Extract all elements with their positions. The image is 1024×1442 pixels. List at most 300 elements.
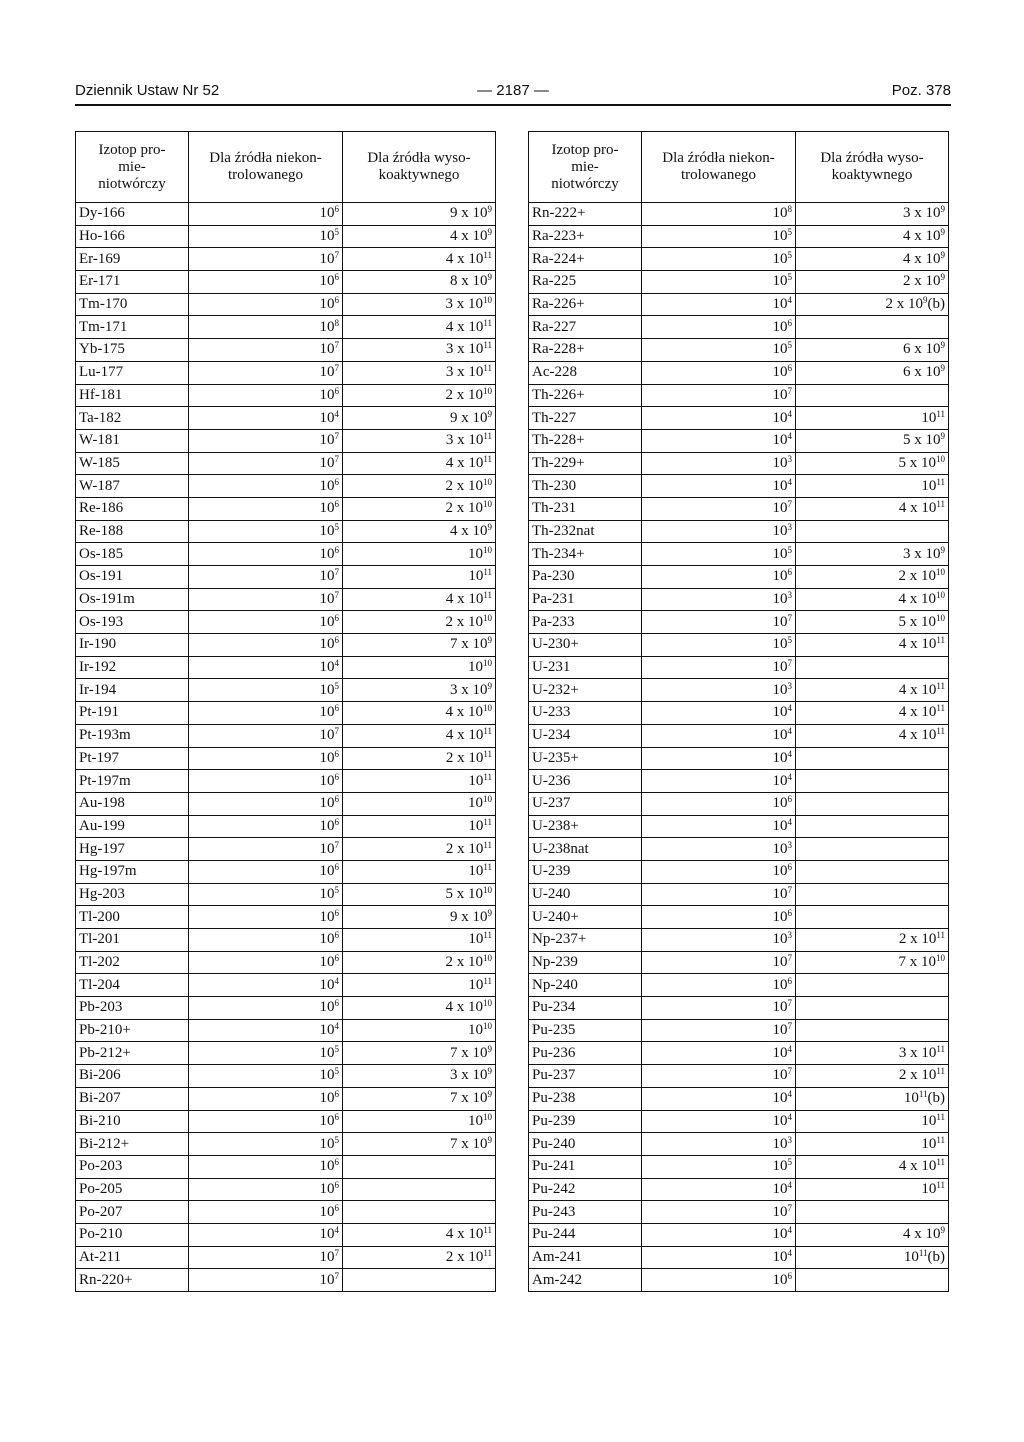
table-row <box>529 1065 949 1088</box>
table-row <box>76 679 496 702</box>
isotope-cell: Ra-227 <box>529 316 642 339</box>
table-row <box>529 815 949 838</box>
uncontrolled-source-cell: $10^7$ <box>642 611 796 634</box>
page-header <box>75 80 951 106</box>
isotope-cell: Lu-177 <box>76 361 189 384</box>
high-activity-source-cell: 4 x $10^9$ <box>796 1223 949 1246</box>
table-row <box>76 203 496 226</box>
uncontrolled-source-cell: $10^4$ <box>642 1246 796 1269</box>
uncontrolled-source-cell: $10^5$ <box>642 248 796 271</box>
isotope-cell: Th-232nat <box>529 520 642 543</box>
uncontrolled-source-cell: $10^4$ <box>642 770 796 793</box>
table-row <box>76 770 496 793</box>
isotope-cell: Th-229+ <box>529 452 642 475</box>
high-activity-source-cell: $10^{10}$ <box>343 1019 496 1042</box>
isotope-cell: Ra-224+ <box>529 248 642 271</box>
high-activity-source-cell: $10^{11}$ <box>343 566 496 589</box>
isotope-cell: Au-199 <box>76 815 189 838</box>
table-row <box>76 997 496 1020</box>
uncontrolled-source-cell: $10^7$ <box>189 566 343 589</box>
table-row <box>529 407 949 430</box>
isotope-cell: Bi-207 <box>76 1087 189 1110</box>
table-row <box>529 770 949 793</box>
isotope-cell: Pa-231 <box>529 588 642 611</box>
high-activity-source-cell: 4 x $10^{11}$ <box>796 724 949 747</box>
high-activity-source-cell: 6 x $10^9$ <box>796 339 949 362</box>
high-activity-source-cell: 4 x $10^{11}$ <box>796 679 949 702</box>
uncontrolled-source-cell: $10^3$ <box>642 838 796 861</box>
col-high-activity-header: Dla źródła wyso- koaktywnego <box>796 132 949 203</box>
high-activity-source-cell <box>796 792 949 815</box>
high-activity-source-cell: 3 x $10^9$ <box>796 543 949 566</box>
uncontrolled-source-cell: $10^6$ <box>189 497 343 520</box>
uncontrolled-source-cell: $10^8$ <box>642 203 796 226</box>
table-row <box>529 792 949 815</box>
table-row <box>529 1246 949 1269</box>
uncontrolled-source-cell: $10^6$ <box>189 815 343 838</box>
high-activity-source-cell: $10^{11}$ <box>796 475 949 498</box>
high-activity-source-cell <box>796 838 949 861</box>
isotope-cell: Pu-242 <box>529 1178 642 1201</box>
isotope-cell: Po-203 <box>76 1155 189 1178</box>
isotope-cell: Pu-238 <box>529 1087 642 1110</box>
high-activity-source-cell: 9 x $10^9$ <box>343 407 496 430</box>
uncontrolled-source-cell: $10^4$ <box>642 293 796 316</box>
uncontrolled-source-cell: $10^7$ <box>642 1065 796 1088</box>
position-number: Poz. 378 <box>891 82 951 99</box>
high-activity-source-cell: 4 x $10^{10}$ <box>343 997 496 1020</box>
table-row <box>76 1065 496 1088</box>
isotope-cell: U-236 <box>529 770 642 793</box>
table-row <box>529 1155 949 1178</box>
uncontrolled-source-cell: $10^4$ <box>642 1087 796 1110</box>
isotope-cell: Th-226+ <box>529 384 642 407</box>
isotope-cell: Pb-203 <box>76 997 189 1020</box>
table-row <box>76 1042 496 1065</box>
high-activity-source-cell <box>796 1201 949 1224</box>
high-activity-source-cell: 4 x $10^{11}$ <box>343 724 496 747</box>
table-row <box>529 747 949 770</box>
high-activity-source-cell: 4 x $10^{11}$ <box>343 588 496 611</box>
isotope-cell: Re-188 <box>76 520 189 543</box>
uncontrolled-source-cell: $10^6$ <box>189 634 343 657</box>
high-activity-source-cell <box>796 815 949 838</box>
isotope-cell: Er-171 <box>76 271 189 294</box>
high-activity-source-cell: $10^{11}$ <box>796 1133 949 1156</box>
uncontrolled-source-cell: $10^6$ <box>189 1110 343 1133</box>
high-activity-source-cell: 7 x $10^9$ <box>343 1133 496 1156</box>
table-row <box>529 929 949 952</box>
table-row <box>76 497 496 520</box>
isotope-cell: Pb-212+ <box>76 1042 189 1065</box>
isotope-cell: Yb-175 <box>76 339 189 362</box>
table-row <box>76 225 496 248</box>
high-activity-source-cell <box>343 1178 496 1201</box>
high-activity-source-cell: 5 x $10^{10}$ <box>796 611 949 634</box>
isotope-cell: Tl-200 <box>76 906 189 929</box>
table-row <box>76 361 496 384</box>
high-activity-source-cell: 2 x $10^{11}$ <box>796 929 949 952</box>
isotope-cell: Th-227 <box>529 407 642 430</box>
table-row <box>529 997 949 1020</box>
uncontrolled-source-cell: $10^6$ <box>189 702 343 725</box>
isotope-cell: Pu-237 <box>529 1065 642 1088</box>
uncontrolled-source-cell: $10^5$ <box>642 634 796 657</box>
uncontrolled-source-cell: $10^4$ <box>642 429 796 452</box>
table-row <box>529 838 949 861</box>
isotope-cell: Po-207 <box>76 1201 189 1224</box>
uncontrolled-source-cell: $10^6$ <box>189 929 343 952</box>
high-activity-source-cell <box>796 1019 949 1042</box>
high-activity-source-cell: 2 x $10^9$ <box>796 271 949 294</box>
high-activity-source-cell: 5 x $10^{10}$ <box>343 883 496 906</box>
isotope-cell: Pb-210+ <box>76 1019 189 1042</box>
high-activity-source-cell: 4 x $10^{11}$ <box>796 702 949 725</box>
table-row <box>76 316 496 339</box>
table-row <box>76 929 496 952</box>
isotope-cell: Np-237+ <box>529 929 642 952</box>
isotope-cell: Tm-171 <box>76 316 189 339</box>
table-row <box>529 520 949 543</box>
uncontrolled-source-cell: $10^3$ <box>642 452 796 475</box>
high-activity-source-cell: 5 x $10^9$ <box>796 429 949 452</box>
high-activity-source-cell: 4 x $10^{10}$ <box>343 702 496 725</box>
isotope-cell: Re-186 <box>76 497 189 520</box>
table-row <box>529 1201 949 1224</box>
high-activity-source-cell: 4 x $10^{10}$ <box>796 588 949 611</box>
isotope-cell: Am-242 <box>529 1269 642 1292</box>
high-activity-source-cell <box>796 883 949 906</box>
uncontrolled-source-cell: $10^5$ <box>189 883 343 906</box>
high-activity-source-cell: 4 x $10^{11}$ <box>343 452 496 475</box>
high-activity-source-cell: 7 x $10^9$ <box>343 1042 496 1065</box>
uncontrolled-source-cell: $10^5$ <box>189 520 343 543</box>
high-activity-source-cell: $10^{10}$ <box>343 656 496 679</box>
high-activity-source-cell: 7 x $10^9$ <box>343 634 496 657</box>
isotope-cell: U-230+ <box>529 634 642 657</box>
isotope-cell: Np-240 <box>529 974 642 997</box>
uncontrolled-source-cell: $10^4$ <box>642 1223 796 1246</box>
uncontrolled-source-cell: $10^5$ <box>642 271 796 294</box>
isotope-cell: Hg-197m <box>76 860 189 883</box>
table-row <box>529 225 949 248</box>
isotope-cell: Th-228+ <box>529 429 642 452</box>
table-row <box>529 429 949 452</box>
table-row <box>76 384 496 407</box>
uncontrolled-source-cell: $10^3$ <box>642 929 796 952</box>
uncontrolled-source-cell: $10^6$ <box>189 770 343 793</box>
table-row <box>529 588 949 611</box>
table-header-row <box>76 132 496 203</box>
uncontrolled-source-cell: $10^6$ <box>189 1201 343 1224</box>
high-activity-source-cell: 4 x $10^{11}$ <box>343 248 496 271</box>
uncontrolled-source-cell: $10^4$ <box>642 1178 796 1201</box>
high-activity-source-cell: 2 x $10^{11}$ <box>343 747 496 770</box>
isotope-cell: W-187 <box>76 475 189 498</box>
table-row <box>529 452 949 475</box>
isotope-cell: Au-198 <box>76 792 189 815</box>
table-row <box>76 566 496 589</box>
high-activity-source-cell: $10^{11}$ <box>343 770 496 793</box>
table-row <box>529 339 949 362</box>
uncontrolled-source-cell: $10^4$ <box>642 724 796 747</box>
isotope-cell: Hf-181 <box>76 384 189 407</box>
col-isotope-header: Izotop pro- mie- niotwórczy <box>76 132 189 203</box>
high-activity-source-cell: 4 x $10^{11}$ <box>343 316 496 339</box>
high-activity-source-cell <box>796 906 949 929</box>
table-row <box>529 951 949 974</box>
table-row <box>76 906 496 929</box>
uncontrolled-source-cell: $10^4$ <box>189 974 343 997</box>
table-row <box>76 339 496 362</box>
isotope-cell: U-233 <box>529 702 642 725</box>
high-activity-source-cell: $10^{11}(b)$ <box>796 1087 949 1110</box>
table-row <box>76 1155 496 1178</box>
high-activity-source-cell: $10^{11}$ <box>796 1178 949 1201</box>
high-activity-source-cell: $10^{11}(b)$ <box>796 1246 949 1269</box>
table-row <box>76 407 496 430</box>
table-row <box>529 1133 949 1156</box>
uncontrolled-source-cell: $10^4$ <box>189 656 343 679</box>
uncontrolled-source-cell: $10^7$ <box>189 452 343 475</box>
uncontrolled-source-cell: $10^5$ <box>189 1133 343 1156</box>
table-row <box>76 293 496 316</box>
high-activity-source-cell: 3 x $10^9$ <box>796 203 949 226</box>
isotope-cell: Ra-226+ <box>529 293 642 316</box>
uncontrolled-source-cell: $10^6$ <box>189 384 343 407</box>
table-row <box>529 974 949 997</box>
isotope-cell: U-232+ <box>529 679 642 702</box>
high-activity-source-cell: 6 x $10^9$ <box>796 361 949 384</box>
uncontrolled-source-cell: $10^6$ <box>642 792 796 815</box>
table-row <box>76 951 496 974</box>
table-row <box>76 248 496 271</box>
uncontrolled-source-cell: $10^6$ <box>642 1269 796 1292</box>
table-row <box>76 1019 496 1042</box>
uncontrolled-source-cell: $10^4$ <box>642 702 796 725</box>
high-activity-source-cell: 3 x $10^{11}$ <box>343 429 496 452</box>
high-activity-source-cell: 4 x $10^9$ <box>796 225 949 248</box>
table-row <box>529 203 949 226</box>
uncontrolled-source-cell: $10^6$ <box>642 361 796 384</box>
isotope-cell: Os-185 <box>76 543 189 566</box>
col-uncontrolled-header: Dla źródła niekon- trolowanego <box>642 132 796 203</box>
isotope-cell: Tl-201 <box>76 929 189 952</box>
table-row <box>529 634 949 657</box>
isotope-cell: Pu-240 <box>529 1133 642 1156</box>
uncontrolled-source-cell: $10^6$ <box>189 951 343 974</box>
uncontrolled-source-cell: $10^4$ <box>642 747 796 770</box>
uncontrolled-source-cell: $10^6$ <box>642 316 796 339</box>
uncontrolled-source-cell: $10^6$ <box>189 792 343 815</box>
high-activity-source-cell: 4 x $10^{11}$ <box>796 1155 949 1178</box>
high-activity-source-cell: 2 x $10^{11}$ <box>343 838 496 861</box>
uncontrolled-source-cell: $10^6$ <box>189 1155 343 1178</box>
uncontrolled-source-cell: $10^7$ <box>642 1019 796 1042</box>
high-activity-source-cell: 4 x $10^{11}$ <box>343 1223 496 1246</box>
uncontrolled-source-cell: $10^5$ <box>189 1042 343 1065</box>
isotope-cell: Th-230 <box>529 475 642 498</box>
table-row <box>76 588 496 611</box>
uncontrolled-source-cell: $10^5$ <box>189 225 343 248</box>
uncontrolled-source-cell: $10^5$ <box>189 1065 343 1088</box>
isotope-cell: Np-239 <box>529 951 642 974</box>
table-row <box>76 702 496 725</box>
high-activity-source-cell <box>796 656 949 679</box>
uncontrolled-source-cell: $10^5$ <box>189 679 343 702</box>
isotope-cell: U-234 <box>529 724 642 747</box>
isotope-cell: Ho-166 <box>76 225 189 248</box>
uncontrolled-source-cell: $10^7$ <box>642 883 796 906</box>
isotope-cell: Pu-241 <box>529 1155 642 1178</box>
table-row <box>76 271 496 294</box>
uncontrolled-source-cell: $10^5$ <box>642 225 796 248</box>
table-row <box>529 1178 949 1201</box>
uncontrolled-source-cell: $10^4$ <box>642 407 796 430</box>
uncontrolled-source-cell: $10^7$ <box>189 429 343 452</box>
uncontrolled-source-cell: $10^4$ <box>189 1019 343 1042</box>
isotope-cell: Pu-234 <box>529 997 642 1020</box>
uncontrolled-source-cell: $10^7$ <box>642 656 796 679</box>
isotope-cell: U-240+ <box>529 906 642 929</box>
journal-title: Dziennik Ustaw Nr 52 <box>75 82 220 99</box>
table-row <box>529 1042 949 1065</box>
col-uncontrolled-header: Dla źródła niekon- trolowanego <box>189 132 343 203</box>
uncontrolled-source-cell: $10^5$ <box>642 543 796 566</box>
high-activity-source-cell: 3 x $10^9$ <box>343 1065 496 1088</box>
high-activity-source-cell: 2 x $10^{10}$ <box>343 497 496 520</box>
uncontrolled-source-cell: $10^5$ <box>642 339 796 362</box>
isotope-cell: Tl-204 <box>76 974 189 997</box>
high-activity-source-cell <box>796 520 949 543</box>
table-row <box>76 634 496 657</box>
table-row <box>529 679 949 702</box>
table-row <box>529 497 949 520</box>
isotope-cell: U-240 <box>529 883 642 906</box>
high-activity-source-cell: 3 x $10^{10}$ <box>343 293 496 316</box>
isotope-cell: U-231 <box>529 656 642 679</box>
high-activity-source-cell <box>796 384 949 407</box>
isotope-cell: Am-241 <box>529 1246 642 1269</box>
high-activity-source-cell: 2 x $10^{10}$ <box>343 384 496 407</box>
table-row <box>76 452 496 475</box>
table-row <box>529 1269 949 1292</box>
isotope-cell: Ac-228 <box>529 361 642 384</box>
isotope-cell: Pu-244 <box>529 1223 642 1246</box>
table-row <box>76 429 496 452</box>
uncontrolled-source-cell: $10^6$ <box>189 860 343 883</box>
uncontrolled-source-cell: $10^4$ <box>642 475 796 498</box>
isotope-cell: Rn-220+ <box>76 1269 189 1292</box>
high-activity-source-cell: 2 x $10^{11}$ <box>796 1065 949 1088</box>
uncontrolled-source-cell: $10^7$ <box>189 1269 343 1292</box>
table-row <box>529 566 949 589</box>
high-activity-source-cell: 4 x $10^{11}$ <box>796 497 949 520</box>
isotope-cell: W-181 <box>76 429 189 452</box>
isotope-cell: Pt-193m <box>76 724 189 747</box>
uncontrolled-source-cell: $10^6$ <box>189 747 343 770</box>
table-row <box>529 702 949 725</box>
table-row <box>76 815 496 838</box>
isotope-cell: U-237 <box>529 792 642 815</box>
high-activity-source-cell: $10^{11}$ <box>343 860 496 883</box>
uncontrolled-source-cell: $10^6$ <box>642 974 796 997</box>
high-activity-source-cell: 7 x $10^{10}$ <box>796 951 949 974</box>
isotope-cell: W-185 <box>76 452 189 475</box>
isotope-cell: Th-231 <box>529 497 642 520</box>
high-activity-source-cell <box>343 1155 496 1178</box>
uncontrolled-source-cell: $10^7$ <box>642 497 796 520</box>
uncontrolled-source-cell: $10^6$ <box>189 1087 343 1110</box>
isotope-cell: Po-210 <box>76 1223 189 1246</box>
table-row <box>529 475 949 498</box>
uncontrolled-source-cell: $10^3$ <box>642 520 796 543</box>
table-row <box>76 1110 496 1133</box>
high-activity-source-cell: 3 x $10^{11}$ <box>343 361 496 384</box>
uncontrolled-source-cell: $10^4$ <box>642 815 796 838</box>
uncontrolled-source-cell: $10^7$ <box>189 361 343 384</box>
uncontrolled-source-cell: $10^6$ <box>189 906 343 929</box>
isotope-cell: Os-191 <box>76 566 189 589</box>
table-row <box>529 271 949 294</box>
table-row <box>529 1110 949 1133</box>
table-row <box>76 792 496 815</box>
table-row <box>529 724 949 747</box>
isotope-cell: Hg-197 <box>76 838 189 861</box>
isotope-cell: U-238+ <box>529 815 642 838</box>
table-row <box>529 883 949 906</box>
isotope-cell: Bi-212+ <box>76 1133 189 1156</box>
table-row <box>529 1087 949 1110</box>
uncontrolled-source-cell: $10^6$ <box>642 860 796 883</box>
uncontrolled-source-cell: $10^7$ <box>642 384 796 407</box>
table-header-row <box>529 132 949 203</box>
uncontrolled-source-cell: $10^4$ <box>189 1223 343 1246</box>
table-row <box>76 860 496 883</box>
isotope-cell: Tl-202 <box>76 951 189 974</box>
uncontrolled-source-cell: $10^4$ <box>189 407 343 430</box>
table-row <box>529 543 949 566</box>
table-row <box>529 361 949 384</box>
table-row <box>529 906 949 929</box>
table-row <box>529 860 949 883</box>
high-activity-source-cell: 4 x $10^9$ <box>796 248 949 271</box>
high-activity-source-cell: 8 x $10^9$ <box>343 271 496 294</box>
isotope-table-left <box>75 131 496 1292</box>
uncontrolled-source-cell: $10^6$ <box>189 997 343 1020</box>
high-activity-source-cell <box>796 770 949 793</box>
table-row <box>76 611 496 634</box>
high-activity-source-cell: $10^{10}$ <box>343 543 496 566</box>
isotope-cell: Pa-230 <box>529 566 642 589</box>
high-activity-source-cell: 4 x $10^9$ <box>343 225 496 248</box>
isotope-cell: Pt-197m <box>76 770 189 793</box>
table-row <box>76 1246 496 1269</box>
isotope-cell: U-238nat <box>529 838 642 861</box>
uncontrolled-source-cell: $10^6$ <box>189 1178 343 1201</box>
uncontrolled-source-cell: $10^6$ <box>189 543 343 566</box>
isotope-cell: Os-191m <box>76 588 189 611</box>
isotope-cell: Pt-191 <box>76 702 189 725</box>
isotope-cell: Hg-203 <box>76 883 189 906</box>
uncontrolled-source-cell: $10^7$ <box>189 339 343 362</box>
uncontrolled-source-cell: $10^7$ <box>189 588 343 611</box>
isotope-cell: Pu-239 <box>529 1110 642 1133</box>
high-activity-source-cell <box>796 747 949 770</box>
table-row <box>76 724 496 747</box>
uncontrolled-source-cell: $10^7$ <box>189 724 343 747</box>
isotope-cell: Bi-210 <box>76 1110 189 1133</box>
